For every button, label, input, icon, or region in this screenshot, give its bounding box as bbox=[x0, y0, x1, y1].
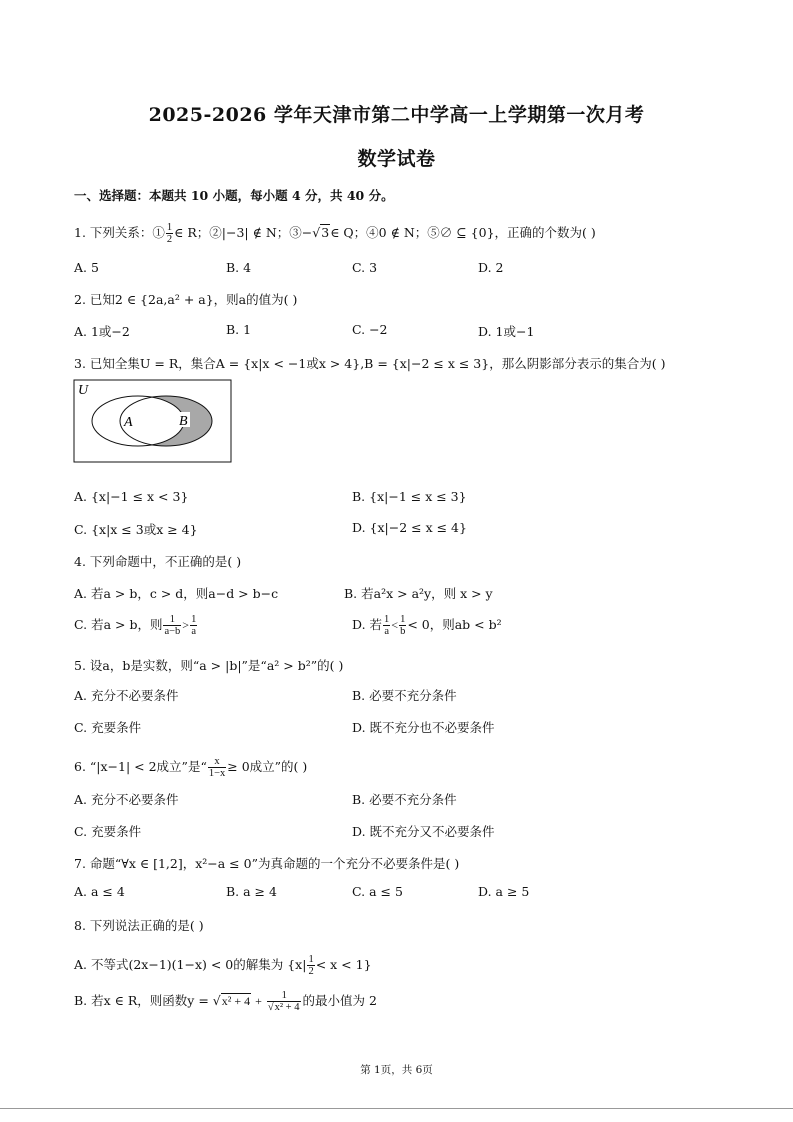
q4c-frac2 bbox=[190, 614, 197, 637]
page-bottom-divider bbox=[0, 1108, 793, 1109]
q4d-frac2 bbox=[399, 614, 406, 637]
q8-option-b: B. 若x ∈ R，则函数y = √x² + 4 + $\frac{1}{\text{√x² + 4}}$ 的最小值为 2 bbox=[74, 990, 377, 1013]
q8b-frac-num: 1 bbox=[267, 990, 302, 1002]
q6-option-d: D. 既不充分又不必要条件 bbox=[352, 824, 495, 839]
q6-pre: 6. “|x−1| < 2成立”是“ bbox=[74, 759, 207, 774]
venn-label-u: U bbox=[78, 383, 89, 398]
question-8-stem: 8. 下列说法正确的是( ) bbox=[74, 918, 204, 933]
q3-option-b: B. {x|−1 ≤ x ≤ 3} bbox=[352, 489, 467, 504]
page-footer: 第 1页，共 6页 bbox=[360, 1064, 433, 1076]
q1-frac-den: 2 bbox=[166, 234, 173, 245]
q5-option-a: A. 充分不必要条件 bbox=[74, 688, 179, 703]
q6-option-c: C. 充要条件 bbox=[74, 824, 142, 839]
q1-option-b: B. 4 bbox=[226, 260, 252, 275]
q3-option-c: C. {x|x ≤ 3或x ≥ 4} bbox=[74, 522, 198, 537]
q8b-plus: + bbox=[255, 994, 262, 1008]
q8b-pre: B. 若x ∈ R，则函数y = bbox=[74, 993, 209, 1008]
question-2-stem: 2. 已知2 ∈ {2a,a² + a}，则a的值为( ) bbox=[74, 292, 298, 307]
q8a-frac-den: 2 bbox=[308, 966, 314, 977]
q8b-sqrt: x² + 4 bbox=[221, 994, 251, 1008]
venn-label-a: A bbox=[124, 415, 133, 430]
q4d-pre: D. 若 bbox=[352, 617, 383, 632]
q1-sqrt: 3 bbox=[321, 225, 330, 240]
q4-option-c bbox=[74, 614, 198, 637]
q8a-frac-num: 1 bbox=[308, 954, 314, 965]
question-5-stem: 5. 设a，b是实数，则“a > |b|”是“a² > b²”的( ) bbox=[74, 658, 344, 673]
q8b-frac-den-sqrt: x² + 4 bbox=[274, 1002, 300, 1013]
exam-title: 2025-2026 学年天津市第二中学高一上学期第一次月考 bbox=[148, 104, 645, 126]
q7-option-c: C. a ≤ 5 bbox=[352, 884, 403, 899]
q4c-frac1 bbox=[163, 614, 181, 637]
q1-option-a: A. 5 bbox=[74, 260, 99, 275]
q4c-f1-num: 1 bbox=[163, 614, 181, 626]
q4d-mid: < bbox=[391, 618, 399, 632]
q4-option-d bbox=[352, 614, 502, 637]
q4c-f2-num: 1 bbox=[191, 614, 197, 625]
q1-option-c: C. 3 bbox=[352, 260, 378, 275]
q8b-post: 的最小值为 2 bbox=[302, 993, 377, 1008]
q1-rest: ∈ R；②|−3| ∉ N；③− bbox=[174, 225, 313, 240]
q6-frac-num: x bbox=[208, 756, 226, 768]
q6-fraction bbox=[208, 756, 226, 779]
q4d-f2-num: 1 bbox=[400, 614, 406, 625]
q5-option-d: D. 既不充分也不必要条件 bbox=[352, 720, 495, 735]
q4d-frac1 bbox=[383, 614, 390, 637]
question-4-stem: 4. 下列命题中，不正确的是( ) bbox=[74, 554, 242, 569]
q1-option-d: D. 2 bbox=[478, 260, 504, 275]
q7-option-a: A. a ≤ 4 bbox=[74, 884, 125, 899]
question-7-stem: 7. 命题“∀x ∈ [1,2]，x²−a ≤ 0”为真命题的一个充分不必要条件是( ) bbox=[74, 856, 460, 871]
q4c-f1-den: a−b bbox=[164, 626, 181, 637]
question-1-stem: 1. 下列关系：① $\frac{1}{2}$ ∈ R；②|−3| ∉ N；③−√3∈ Q；④0 ∉ N；⑤∅ ⊆ {0}，正确的个数为( ) bbox=[74, 222, 596, 245]
q2-option-c: C. −2 bbox=[352, 322, 388, 337]
q8b-frac-den: √x² + 4 bbox=[267, 1002, 300, 1013]
q6-option-b: B. 必要不充分条件 bbox=[352, 792, 457, 807]
q8-option-a bbox=[74, 954, 372, 977]
venn-diagram bbox=[73, 379, 233, 465]
q4d-f2-den: b bbox=[400, 626, 406, 637]
q7-option-d: D. a ≥ 5 bbox=[478, 884, 530, 899]
q2-option-a: A. 1或−2 bbox=[74, 324, 130, 339]
q8a-fraction bbox=[307, 954, 314, 977]
section-heading-choice: 一、选择题：本题共 10 小题，每小题 4 分，共 40 分。 bbox=[74, 188, 394, 203]
q4d-post: < 0，则ab < b² bbox=[407, 617, 502, 632]
q4-option-b: B. 若a²x > a²y，则 x > y bbox=[344, 586, 493, 601]
q2-option-b: B. 1 bbox=[226, 322, 252, 337]
q4-option-a: A. 若a > b，c > d，则a−d > b−c bbox=[74, 586, 279, 601]
q4c-mid: > bbox=[182, 618, 190, 632]
q8a-post: < x < 1} bbox=[315, 957, 372, 972]
q4d-f1-num: 1 bbox=[384, 614, 390, 625]
q8b-fraction bbox=[267, 990, 302, 1013]
q6-option-a: A. 充分不必要条件 bbox=[74, 792, 179, 807]
q4c-f2-den: a bbox=[191, 626, 197, 637]
q5-option-b: B. 必要不充分条件 bbox=[352, 688, 457, 703]
q1-fraction bbox=[166, 222, 173, 245]
q5-option-c: C. 充要条件 bbox=[74, 720, 142, 735]
exam-subtitle: 数学试卷 bbox=[357, 148, 436, 170]
q4c-pre: C. 若a > b，则 bbox=[74, 617, 163, 632]
q4d-f1-den: a bbox=[384, 626, 389, 637]
q7-option-b: B. a ≥ 4 bbox=[226, 884, 277, 899]
q3-option-a: A. {x|−1 ≤ x < 3} bbox=[74, 489, 189, 504]
q6-frac-den: 1−x bbox=[208, 768, 226, 779]
q6-post: ≥ 0成立”的( ) bbox=[227, 759, 308, 774]
q8a-pre: A. 不等式(2x−1)(1−x) < 0的解集为 {x| bbox=[74, 957, 307, 972]
venn-label-b: B bbox=[179, 414, 188, 429]
question-3-stem: 3. 已知全集U = R，集合A = {x|x < −1或x > 4},B = {x|−2 ≤ x ≤ 3}，那么阴影部分表示的集合为( ) bbox=[74, 356, 666, 371]
q3-option-d: D. {x|−2 ≤ x ≤ 4} bbox=[352, 520, 467, 535]
question-6-stem bbox=[74, 756, 307, 779]
q1-prefix: 1. 下列关系：① bbox=[74, 225, 165, 240]
q1-frac-num: 1 bbox=[166, 222, 173, 233]
q1-rest2: ∈ Q；④0 ∉ N；⑤∅ ⊆ {0}，正确的个数为( ) bbox=[330, 225, 596, 240]
q2-option-d: D. 1或−1 bbox=[478, 324, 535, 339]
